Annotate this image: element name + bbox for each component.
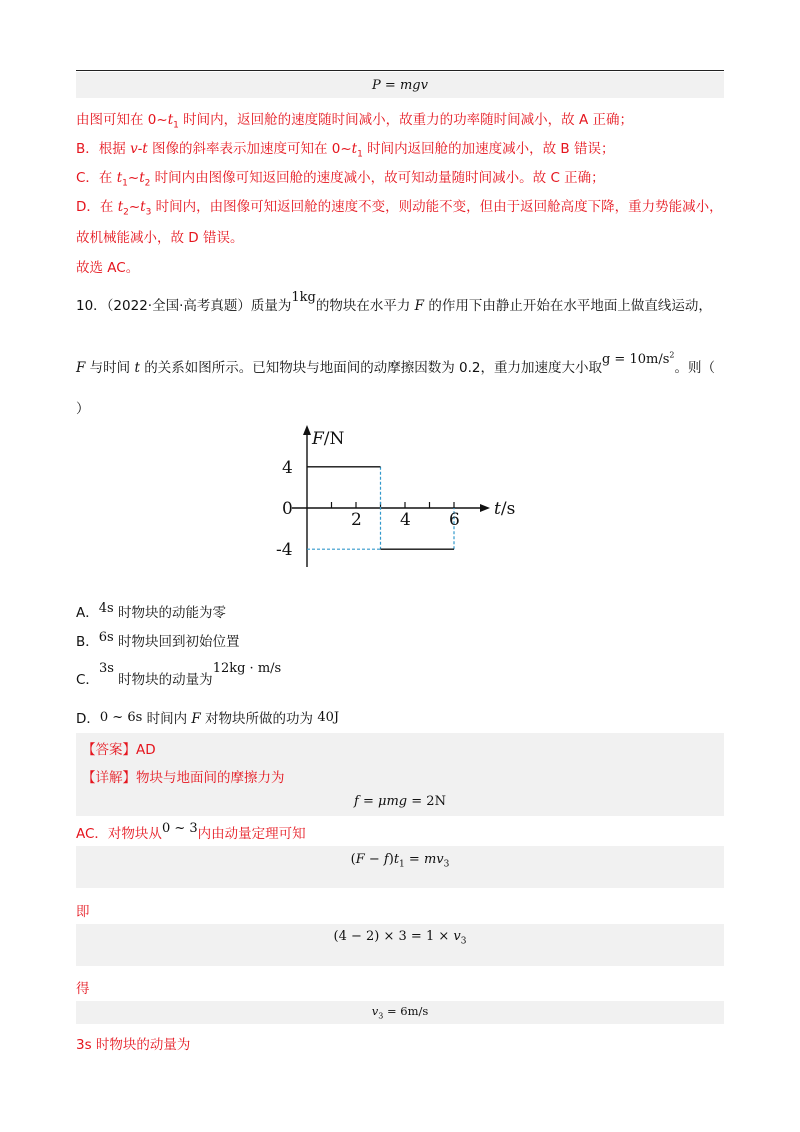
x-axis-label: t/s (494, 499, 516, 519)
subscript: 3 (443, 859, 450, 870)
text: 内由动量定理可知 (197, 826, 306, 842)
option-math: 40J (317, 710, 340, 725)
formula-rhs: = 2N (407, 794, 446, 809)
question-line-3: ） (76, 401, 90, 417)
var-mv: mv (423, 852, 444, 867)
option-c[interactable] (76, 661, 282, 688)
option-label: C． (76, 672, 99, 688)
subscript: 2 (123, 207, 129, 218)
var-t: t (393, 852, 400, 867)
y-tick-label: -4 (276, 540, 293, 561)
paren: ( (350, 852, 356, 867)
analysis-line-6: 故选 AC。 (76, 260, 140, 276)
force-time-graph (270, 415, 530, 575)
subscript: 3 (145, 207, 152, 218)
minus: − (364, 852, 384, 867)
formula-calc (76, 929, 724, 947)
paren: ) (388, 852, 394, 867)
formula-text: (4 − 2) × 3 = 1 × (333, 929, 454, 944)
option-text: 时物块的动能为零 (113, 605, 226, 621)
question-line-1 (76, 290, 712, 314)
text: 由图可知在 0~ (76, 112, 168, 128)
question-text: 的物块在水平力 (315, 298, 415, 314)
subscript: 1 (122, 178, 128, 189)
formula-rhs: = 6m/s (383, 1004, 429, 1018)
var-t: t (167, 112, 174, 128)
formula-eq: = (404, 852, 424, 867)
formula-rhs: mgv (399, 78, 428, 93)
var-F: F (76, 360, 86, 376)
gravity-value (602, 352, 675, 367)
exponent: 2 (669, 350, 675, 360)
analysis-line-4 (76, 195, 723, 218)
ac-line (76, 822, 306, 842)
x-tick-label: 2 (351, 510, 362, 530)
gravity-text: g = 10m/s (601, 352, 670, 367)
formula-power (76, 78, 724, 93)
option-b[interactable] (76, 630, 240, 650)
formula-box-momentum (76, 846, 724, 888)
var-t: t (117, 199, 124, 215)
subscript: 1 (173, 120, 179, 131)
origin-label: 0 (282, 499, 293, 519)
mass-value: 1kg (291, 290, 316, 305)
var-f: f (383, 852, 389, 867)
x-axis-arrow (480, 504, 490, 512)
subscript: 1 (399, 859, 405, 870)
question-text: 的关系如图所示。已知物块与地面间的动摩擦因数为 0.2，重力加速度大小取 (139, 360, 602, 376)
analysis-line-5: 故机械能减小，故 D 错误。 (76, 230, 244, 246)
option-label: D． (76, 711, 100, 727)
option-math: 4s (98, 601, 114, 616)
text: C．在 (76, 170, 117, 186)
option-label: A． (76, 605, 99, 621)
formula-velocity (76, 1004, 724, 1020)
var-F: F (191, 711, 201, 727)
formula-box-power (76, 72, 724, 98)
formula-eq: = (380, 78, 400, 93)
answer-box (76, 733, 724, 816)
formula-symbol: P (372, 78, 381, 93)
question-text: 。则（ (674, 360, 715, 376)
option-math: 0 ~ 6s (99, 710, 143, 725)
subscript: 1 (357, 149, 363, 160)
detail-label: 【详解】物块与地面间的摩擦力为 (82, 770, 285, 786)
formula-mu: μmg (378, 794, 408, 809)
var-t: t (351, 141, 358, 157)
text: AC．对物块从 (76, 826, 162, 842)
text: ~ (127, 170, 140, 186)
formula-eq: = (358, 794, 379, 809)
var-F: F (414, 298, 425, 314)
option-math: 6s (98, 630, 114, 645)
question-text: 与时间 (85, 360, 135, 376)
subscript: 2 (144, 178, 151, 189)
var-v: v (453, 929, 461, 944)
interval-math: 0 ~ 3 (161, 821, 198, 836)
last-line: 3s 时物块的动量为 (76, 1037, 191, 1053)
question-text: 10．（2022·全国·高考真题）质量为 (76, 298, 292, 314)
var-t: t (134, 360, 140, 376)
var-vt: v-t (130, 141, 148, 157)
subscript: 3 (460, 936, 467, 947)
y-axis-arrow (303, 425, 311, 435)
text: ~ (128, 199, 141, 215)
formula-momentum (76, 852, 724, 870)
option-a[interactable] (76, 601, 226, 621)
formula-box-velocity (76, 1001, 724, 1024)
de-line: 得 (76, 981, 90, 997)
y-axis-label: F/N (312, 429, 345, 449)
var-f: f (354, 794, 359, 809)
analysis-line-3 (76, 166, 605, 189)
var-F: F (355, 852, 365, 867)
formula-box-calc (76, 924, 724, 966)
formula-friction (76, 794, 724, 809)
analysis-line-2 (76, 137, 614, 160)
var-v: v (371, 1004, 379, 1018)
text: 时间内返回舱的加速度减小，故 B 错误； (362, 141, 615, 157)
option-text: 时间内 (142, 711, 192, 727)
option-text: 对物块所做的功为 (200, 711, 318, 727)
text: B．根据 (76, 141, 131, 157)
text: 时间内，返回舱的速度随时间减小，故重力的功率随时间减小，故 A 正确； (178, 112, 633, 128)
x-tick-label: 6 (449, 510, 460, 530)
option-math: 3s (98, 661, 114, 676)
option-d[interactable] (76, 707, 339, 727)
text: D．在 (76, 199, 118, 215)
text: 时间内由图像可知返回舱的速度减小，故可知动量随时间减小。故 C 正确； (150, 170, 605, 186)
option-text: 时物块的动量为 (113, 672, 213, 688)
subscript: 3 (378, 1011, 384, 1021)
top-rule (76, 70, 724, 71)
var-t: t (139, 170, 145, 186)
option-math: 12kg · m/s (212, 661, 282, 676)
var-t: t (140, 199, 146, 215)
option-label: B． (76, 634, 99, 650)
y-tick-label: 4 (282, 457, 293, 478)
text: 图像的斜率表示加速度可知在 0~ (147, 141, 352, 157)
question-line-2 (76, 350, 715, 376)
x-tick-label: 4 (400, 510, 411, 530)
option-text: 时物块回到初始位置 (113, 634, 240, 650)
ji-line: 即 (76, 904, 90, 920)
text: 时间内，由图像可知返回舱的速度不变，则动能不变，但由于返回舱高度下降，重力势能减小， (151, 199, 723, 215)
var-t: t (116, 170, 123, 186)
question-text: 的作用下由静止开始在水平地面上做直线运动， (424, 298, 712, 314)
answer-label: 【答案】AD (82, 742, 156, 758)
analysis-line-1 (76, 108, 633, 131)
